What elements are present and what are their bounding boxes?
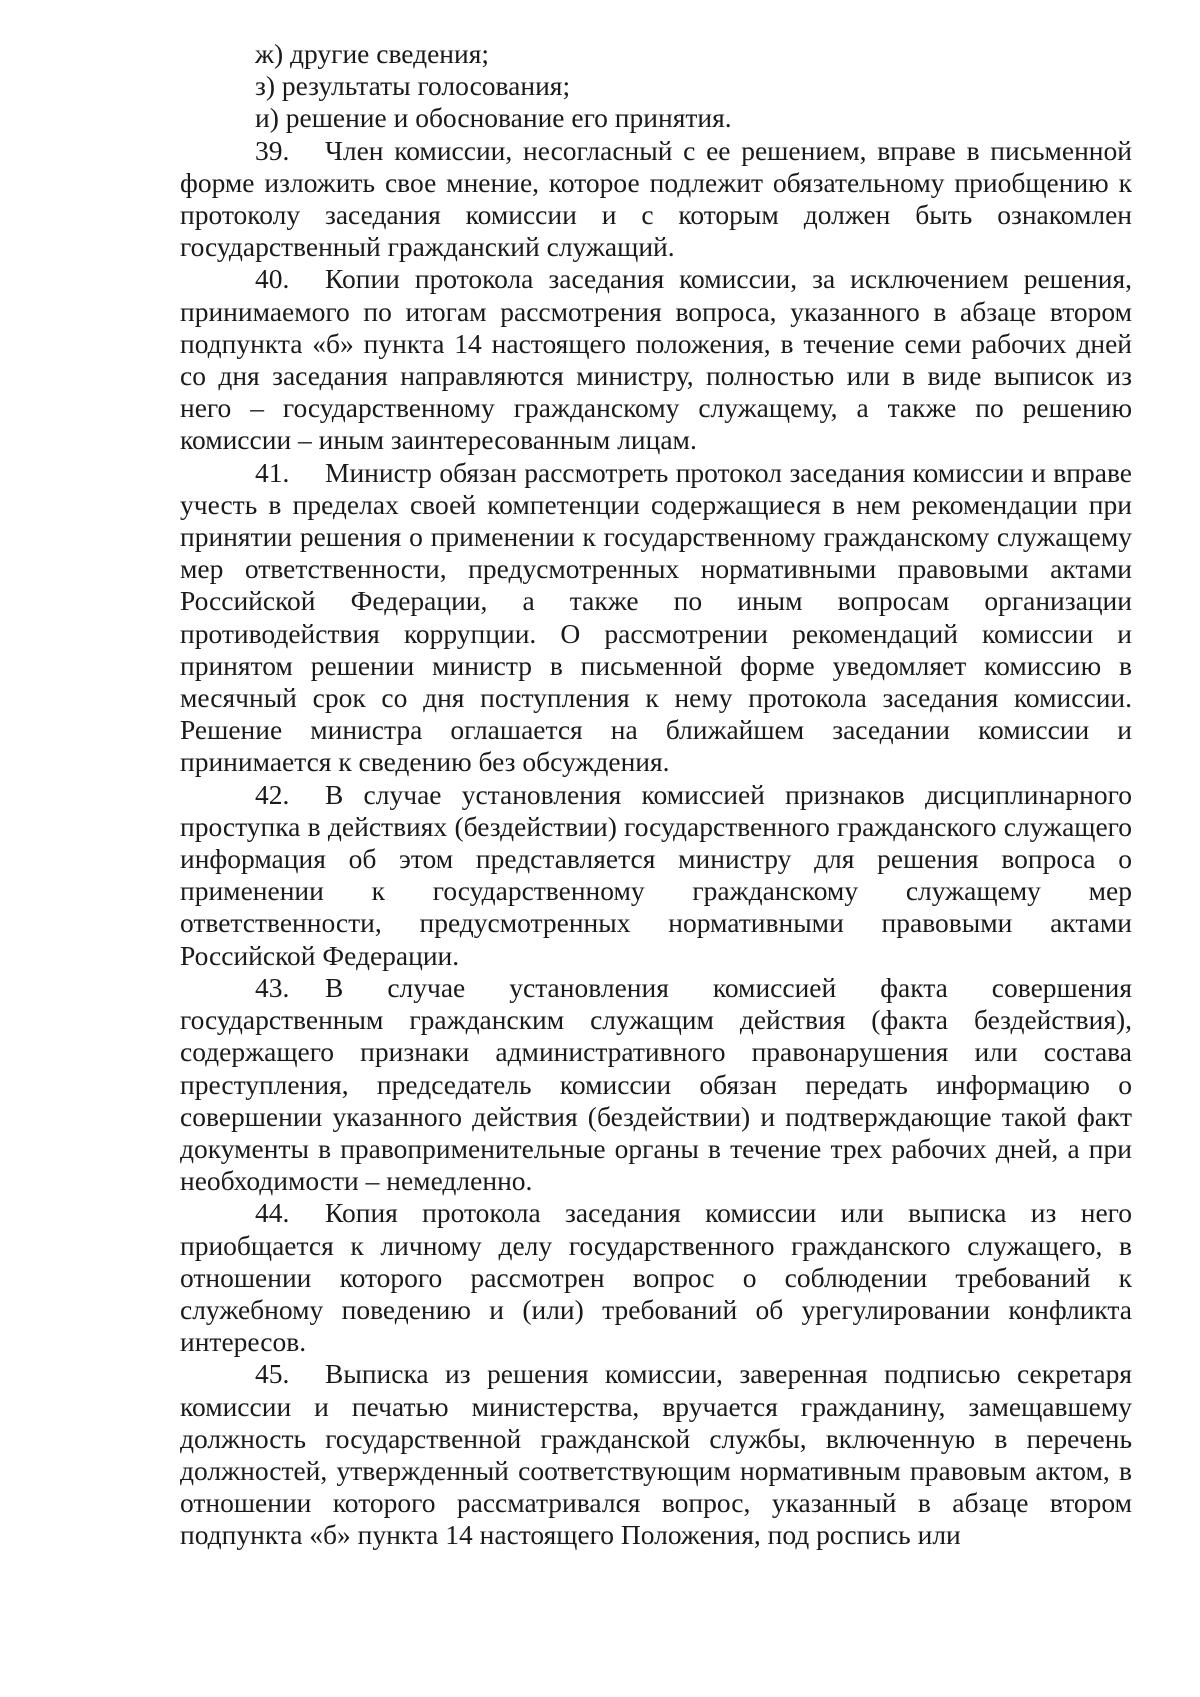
paragraph-41 (180, 457, 1132, 779)
paragraph-number: 45. (255, 1358, 290, 1390)
list-item-i: и) решение и обоснование его принятия. (255, 102, 732, 134)
paragraph-number: 39. (255, 134, 290, 166)
paragraph-45 (180, 1358, 1132, 1551)
paragraph-text: Министр обязан рассмотреть протокол заседания комиссии и вправе учесть в пределах своей компетенции содержащиеся в нем рекомендации при принятии решения о применении к государственному гражданскому служащему мер ответственности, предусмотренных нормативными правовыми актами Российской Федерации, а также по иным вопросам организации противодействия коррупции. О рассмотрении рекомендаций комиссии и принятом решении министр в письменной форме уведомляет комиссию в месячный срок со дня поступления к нему протокола заседания комиссии. Решение министра оглашается на ближайшем заседании комиссии и принимается к сведению без обсуждения. (180, 456, 1132, 778)
paragraph-number: 41. (255, 456, 290, 488)
list-item-z: з) результаты голосования; (255, 70, 571, 102)
paragraph-44 (180, 1197, 1132, 1358)
paragraph-43 (180, 972, 1132, 1197)
paragraph-number: 42. (255, 778, 290, 810)
paragraph-text: В случае установления комиссией факта совершения государственным гражданским служащим действия (факта бездействия), содержащего признаки административного правонарушения или состава преступления, председатель комиссии обязан передать информацию о совершении указанного действия (бездействии) и подтверждающие такой факт документы в правоприменительные органы в течение трех рабочих дней, а при необходимости – немедленно. (180, 971, 1132, 1197)
paragraph-text: В случае установления комиссией признаков дисциплинарного проступка в действиях (бездействии) государственного гражданского служащего информация об этом представляется министру для решения вопроса о применении к государственному гражданскому служащему мер ответственности, предусмотренных нормативными правовыми актами Российской Федерации. (180, 778, 1132, 971)
paragraph-39 (180, 135, 1132, 264)
paragraph-number: 43. (255, 971, 290, 1003)
paragraph-text: Копия протокола заседания комиссии или выписка из него приобщается к личному делу государственного гражданского служащего, в отношении которого рассмотрен вопрос о соблюдении требований к служебному поведению и (или) требований об урегулировании конфликта интересов. (180, 1197, 1132, 1358)
paragraph-text: Член комиссии, несогласный с ее решением, вправе в письменной форме изложить свое мнение, которое подлежит обязательному приобщению к протоколу заседания комиссии и с которым должен быть ознакомлен государственный гражданский служащий. (180, 134, 1132, 263)
paragraph-number: 44. (255, 1197, 290, 1229)
paragraph-40 (180, 263, 1132, 456)
paragraph-text: Выписка из решения комиссии, заверенная подписью секретаря комиссии и печатью министерства, вручается гражданину, замещавшему должность государственной гражданской службы, включенную в перечень должностей, утвержденный соответствующим нормативным правовым актом, в отношении которого рассматривался вопрос, указанный в абзаце втором подпункта «б» пункта 14 настоящего Положения, под роспись или (180, 1358, 1132, 1551)
paragraph-number: 40. (255, 263, 290, 295)
paragraph-text: Копии протокола заседания комиссии, за исключением решения, принимаемого по итогам рассмотрения вопроса, указанного в абзаце втором подпункта «б» пункта 14 настоящего положения, в течение семи рабочих дней со дня заседания направляются министру, полностью или в виде выписок из него – государственному гражданскому служащему, а также по решению комиссии – иным заинтересованным лицам. (180, 263, 1132, 456)
paragraph-42 (180, 779, 1132, 972)
document-page (180, 38, 1132, 1552)
list-item-zh: ж) другие сведения; (255, 38, 490, 69)
